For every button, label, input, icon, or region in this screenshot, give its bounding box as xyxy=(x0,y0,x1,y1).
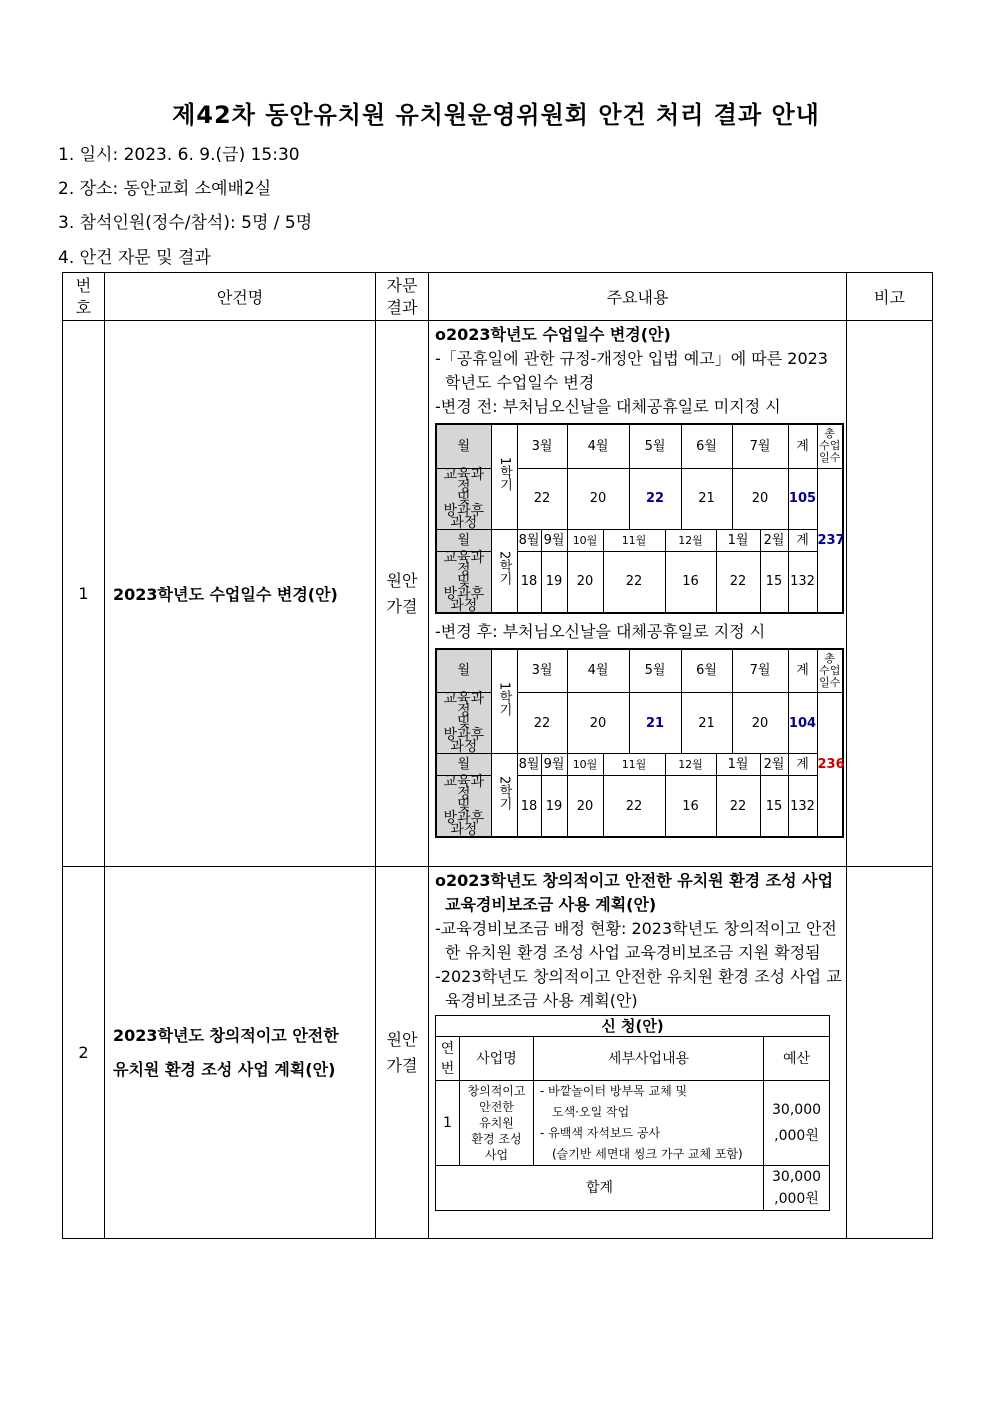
header-note: 비고 xyxy=(847,273,933,321)
day-cell: 21 xyxy=(681,693,732,754)
row-content xyxy=(429,867,847,1239)
agenda-table xyxy=(62,272,933,1239)
plan-header-name: 사업명 xyxy=(460,1037,534,1081)
budget-plan-table xyxy=(435,1015,830,1211)
row-content xyxy=(429,321,847,867)
table-row xyxy=(63,867,933,1239)
plan-row-detail: - 바깥놀이터 방부목 교체 및 도색·오일 작업 - 유백색 자석보드 공사 (슬기반 세면대 씽크 가구 교체 포함) xyxy=(534,1081,764,1166)
plan-header-budget: 예산 xyxy=(764,1037,830,1081)
row-name: 2023학년도 창의적이고 안전한 유치원 환경 조성 사업 계획(안) xyxy=(105,867,376,1239)
day-cell: 16 xyxy=(665,776,716,838)
plan-header-no: 연 번 xyxy=(436,1037,460,1081)
day-cell: 20 xyxy=(732,468,788,529)
semester-label: 1학기 xyxy=(491,424,517,529)
day-cell: 22 xyxy=(517,468,567,529)
row-note xyxy=(847,321,933,867)
plan-total-label: 합계 xyxy=(436,1166,764,1211)
day-cell: 22 xyxy=(716,776,760,838)
plan-row-name: 창의적이고 안전한 유치원 환경 조성 사업 xyxy=(460,1081,534,1166)
month-header: 월 xyxy=(436,649,491,693)
course-label: 교육과정 및 방과후 과정 xyxy=(436,776,491,838)
header-no: 번 호 xyxy=(63,273,105,321)
month-cell: 5월 xyxy=(629,649,681,693)
sem2-total: 132 xyxy=(788,776,817,838)
row-no: 1 xyxy=(63,321,105,867)
month-cell: 4월 xyxy=(567,649,629,693)
month-cell: 12월 xyxy=(665,754,716,776)
day-cell: 15 xyxy=(760,551,788,613)
total-header: 계 xyxy=(788,529,817,551)
day-cell: 22 xyxy=(517,693,567,754)
day-cell: 19 xyxy=(541,776,567,838)
month-cell: 8월 xyxy=(517,529,541,551)
month-cell: 7월 xyxy=(732,649,788,693)
month-cell: 4월 xyxy=(567,424,629,468)
month-cell: 11월 xyxy=(603,754,665,776)
table-row xyxy=(63,321,933,867)
total-header: 계 xyxy=(788,649,817,693)
grand-total-header: 총 수업 일수 xyxy=(817,649,843,693)
plan-header-detail: 세부사업내용 xyxy=(534,1037,764,1081)
month-cell: 1월 xyxy=(716,529,760,551)
content-item: -교육경비보조금 배정 현황: 2023학년도 창의적이고 안전한 유치원 환경 조성 사업 교육경비보조금 지원 확정됨 xyxy=(435,919,837,962)
month-cell: 9월 xyxy=(541,529,567,551)
month-cell: 11월 xyxy=(603,529,665,551)
content-heading: o2023학년도 창의적이고 안전한 유치원 환경 조성 사업 교육경비보조금 사용 계획(안) xyxy=(435,871,834,914)
info-datetime: 1. 일시: 2023. 6. 9.(금) 15:30 xyxy=(58,145,300,165)
month-header: 월 xyxy=(436,529,491,551)
month-cell: 1월 xyxy=(716,754,760,776)
month-cell: 2월 xyxy=(760,529,788,551)
day-cell: 21 xyxy=(629,693,681,754)
month-cell: 6월 xyxy=(681,424,732,468)
school-days-before-table xyxy=(435,423,844,614)
course-label: 교육과정 및 방과후 과정 xyxy=(436,693,491,754)
day-cell: 18 xyxy=(517,551,541,613)
day-cell: 20 xyxy=(732,693,788,754)
after-label: -변경 후: 부처님오신날을 대체공휴일로 지정 시 xyxy=(435,621,766,641)
course-label: 교육과정 및 방과후 과정 xyxy=(436,468,491,529)
day-cell: 21 xyxy=(681,468,732,529)
semester-label: 2학기 xyxy=(491,754,517,838)
month-cell: 7월 xyxy=(732,424,788,468)
header-content: 주요내용 xyxy=(429,273,847,321)
day-cell: 20 xyxy=(567,693,629,754)
month-cell: 5월 xyxy=(629,424,681,468)
total-header: 계 xyxy=(788,754,817,776)
month-header: 월 xyxy=(436,424,491,468)
plan-caption: 신 청(안) xyxy=(436,1016,830,1037)
grand-total-header: 총 수업 일수 xyxy=(817,424,843,468)
day-cell: 15 xyxy=(760,776,788,838)
month-cell: 8월 xyxy=(517,754,541,776)
semester-label: 2학기 xyxy=(491,529,517,613)
month-cell: 3월 xyxy=(517,424,567,468)
day-cell: 22 xyxy=(603,551,665,613)
day-cell: 22 xyxy=(603,776,665,838)
plan-row-budget: 30,000 ,000원 xyxy=(764,1081,830,1166)
day-cell: 22 xyxy=(716,551,760,613)
row-name: 2023학년도 수업일수 변경(안) xyxy=(105,321,376,867)
day-cell: 20 xyxy=(567,468,629,529)
info-place: 2. 장소: 동안교회 소예배2실 xyxy=(58,179,272,199)
month-cell: 9월 xyxy=(541,754,567,776)
header-result: 자문 결과 xyxy=(376,273,429,321)
sem2-total: 132 xyxy=(788,551,817,613)
content-heading: o2023학년도 수업일수 변경(안) xyxy=(435,325,671,344)
content-item: -「공휴일에 관한 규정-개정안 입법 예고」에 따른 2023학년도 수업일수 변경 xyxy=(435,349,828,392)
month-header: 월 xyxy=(436,754,491,776)
month-cell: 2월 xyxy=(760,754,788,776)
page-title: 제42차 동안유치원 유치원운영위원회 안건 처리 결과 안내 xyxy=(172,101,820,129)
before-label: -변경 전: 부처님오신날을 대체공휴일로 미지정 시 xyxy=(435,397,781,416)
info-agenda-heading: 4. 안건 자문 및 결과 xyxy=(58,248,211,268)
plan-total-value: 30,000 ,000원 xyxy=(764,1166,830,1211)
course-label: 교육과정 및 방과후 과정 xyxy=(436,551,491,613)
day-cell: 20 xyxy=(567,551,603,613)
month-cell: 10월 xyxy=(567,529,603,551)
plan-row-no: 1 xyxy=(436,1081,460,1166)
month-cell: 6월 xyxy=(681,649,732,693)
day-cell: 18 xyxy=(517,776,541,838)
info-attendance: 3. 참석인원(정수/참석): 5명 / 5명 xyxy=(58,213,313,233)
month-cell: 3월 xyxy=(517,649,567,693)
month-cell: 12월 xyxy=(665,529,716,551)
day-cell: 16 xyxy=(665,551,716,613)
row-note xyxy=(847,867,933,1239)
row-result: 원안 가결 xyxy=(376,867,429,1239)
sem1-total: 104 xyxy=(788,693,817,754)
grand-total: 237 xyxy=(817,468,843,613)
day-cell: 20 xyxy=(567,776,603,838)
day-cell: 19 xyxy=(541,551,567,613)
header-name: 안건명 xyxy=(105,273,376,321)
sem1-total: 105 xyxy=(788,468,817,529)
month-cell: 10월 xyxy=(567,754,603,776)
day-cell: 22 xyxy=(629,468,681,529)
semester-label: 1학기 xyxy=(491,649,517,754)
total-header: 계 xyxy=(788,424,817,468)
content-item: -2023학년도 창의적이고 안전한 유치원 환경 조성 사업 교육경비보조금 사용 계획(안) xyxy=(435,967,842,1010)
row-result: 원안 가결 xyxy=(376,321,429,867)
grand-total: 236 xyxy=(817,693,843,838)
row-no: 2 xyxy=(63,867,105,1239)
school-days-after-table xyxy=(435,648,844,839)
